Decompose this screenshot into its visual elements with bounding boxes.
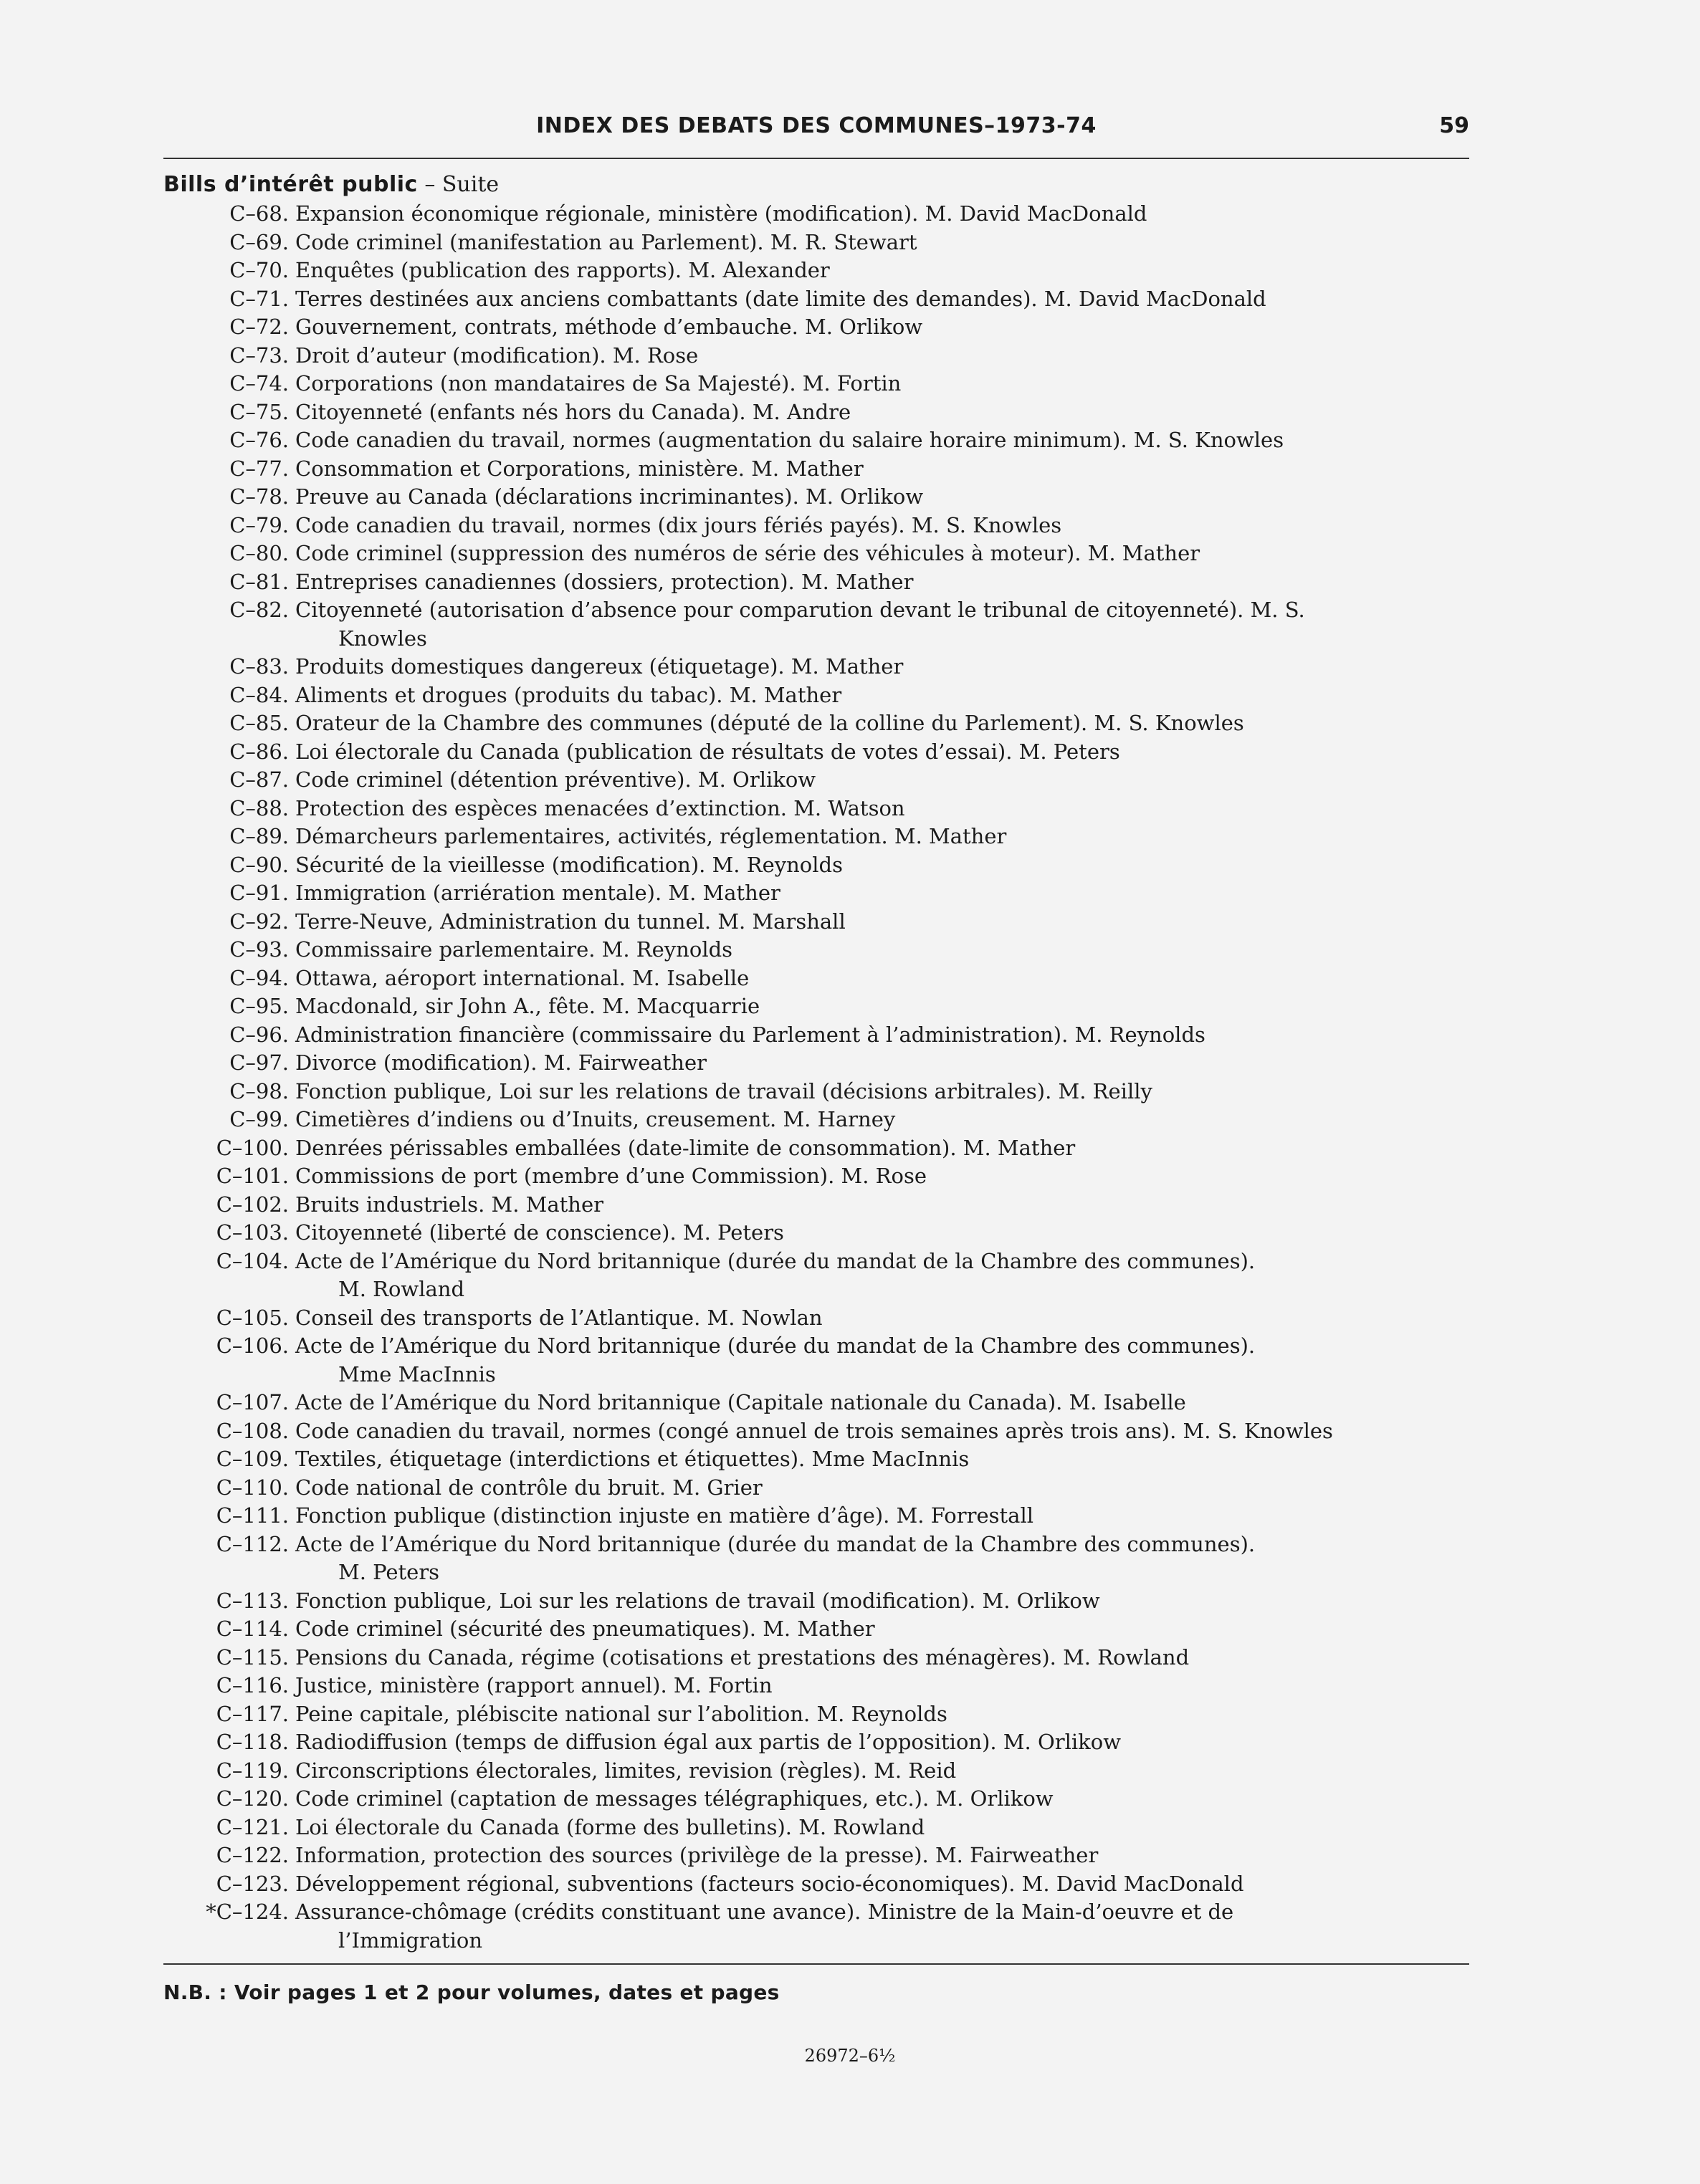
bill-entry xyxy=(163,1615,1475,1644)
bill-title: Denrées périssables emballées (date-limite de consommation). M. Mather xyxy=(295,1135,1076,1160)
bill-title: Commissaire parlementaire. M. Reynolds xyxy=(295,937,733,962)
bill-title: Protection des espèces menacées d’extinction. M. Watson xyxy=(295,795,905,820)
bill-number: C–77. xyxy=(229,456,289,481)
bill-entry xyxy=(163,342,1475,370)
bill-list xyxy=(163,200,1475,1955)
bill-number: *C–124. xyxy=(206,1900,289,1924)
bill-title: Bruits industriels. M. Mather xyxy=(295,1192,603,1217)
bill-title: Ottawa, aéroport international. M. Isabelle xyxy=(295,965,750,990)
bill-title: Preuve au Canada (déclarations incriminantes). M. Orlikow xyxy=(295,484,924,509)
bill-entry xyxy=(163,1644,1475,1672)
bill-entry xyxy=(163,1445,1475,1474)
bill-number: C–82. xyxy=(229,598,289,622)
bill-entry xyxy=(163,1219,1475,1247)
bill-number: C–107. xyxy=(216,1390,289,1414)
bill-title: Code criminel (détention préventive). M. Orlikow xyxy=(295,767,816,792)
bill-entry xyxy=(163,681,1475,710)
bill-number: C–122. xyxy=(216,1843,289,1867)
bill-title: Démarcheurs parlementaires, activités, réglementation. M. Mather xyxy=(295,824,1007,848)
bill-entry xyxy=(163,1247,1475,1304)
bill-title: Développement régional, subventions (facteurs socio-économiques). M. David MacDonald xyxy=(295,1871,1244,1896)
section-heading-title: Bills d’intérêt public xyxy=(163,172,418,197)
bill-title: Acte de l’Amérique du Nord britannique (durée du mandat de la Chambre des communes). xyxy=(295,1333,1256,1358)
bill-entry xyxy=(163,1474,1475,1503)
bill-number: C–74. xyxy=(229,371,289,396)
bill-entry xyxy=(163,1757,1475,1786)
bill-title: Code criminel (manifestation au Parlement). M. R. Stewart xyxy=(295,229,917,254)
bill-entry xyxy=(163,1304,1475,1333)
bill-title: Citoyenneté (liberté de conscience). M. Peters xyxy=(295,1220,784,1245)
bill-entry xyxy=(163,1417,1475,1446)
bill-number: C–102. xyxy=(216,1192,289,1217)
bill-entry xyxy=(163,992,1475,1021)
bill-title: Code criminel (sécurité des pneumatiques). M. Mather xyxy=(295,1617,875,1641)
bill-number: C–93. xyxy=(229,937,289,962)
bill-number: C–96. xyxy=(229,1022,289,1047)
bill-number: C–81. xyxy=(229,569,289,594)
bill-number: C–100. xyxy=(216,1135,289,1160)
bill-title: Citoyenneté (autorisation d’absence pour comparution devant le tribunal de citoyenneté). M. S. xyxy=(295,598,1305,622)
bill-title: Immigration (arriération mentale). M. Mather xyxy=(295,881,780,905)
bill-title: Information, protection des sources (privilège de la presse). M. Fairweather xyxy=(295,1843,1099,1867)
bill-number: C–75. xyxy=(229,399,289,424)
bill-entry xyxy=(163,370,1475,398)
bill-number: C–71. xyxy=(229,286,289,311)
bill-entry xyxy=(163,1078,1475,1106)
bill-number: C–99. xyxy=(229,1107,289,1131)
bill-number: C–87. xyxy=(229,767,289,792)
bill-number: C–95. xyxy=(229,994,289,1018)
bill-number: C–83. xyxy=(229,654,289,679)
bill-number: C–80. xyxy=(229,541,289,565)
bill-number: C–113. xyxy=(216,1588,289,1613)
bill-entry xyxy=(163,964,1475,993)
bill-title: Acte de l’Amérique du Nord britannique (durée du mandat de la Chambre des communes). xyxy=(295,1531,1256,1556)
bill-number: C–90. xyxy=(229,852,289,877)
bill-title: Code canadien du travail, normes (dix jours fériés payés). M. S. Knowles xyxy=(295,512,1062,537)
bill-title: Assurance-chômage (crédits constituant une avance). Ministre de la Main-d’oeuvre et de xyxy=(295,1900,1234,1924)
bill-title: Justice, ministère (rapport annuel). M. Fortin xyxy=(295,1673,773,1697)
bill-title: Macdonald, sir John A., fête. M. Macquarrie xyxy=(295,994,760,1018)
bill-entry xyxy=(163,1162,1475,1191)
section-heading xyxy=(163,171,499,199)
bill-entry xyxy=(163,1841,1475,1870)
bill-number: C–76. xyxy=(229,428,289,452)
bill-entry xyxy=(163,483,1475,512)
bill-title: Code criminel (suppression des numéros de série des véhicules à moteur). M. Mather xyxy=(295,541,1200,565)
bill-entry xyxy=(163,653,1475,681)
bill-entry xyxy=(163,709,1475,738)
print-code: 26972–6½ xyxy=(804,2046,896,2066)
bill-title: Aliments et drogues (produits du tabac). M. Mather xyxy=(295,682,842,707)
bill-title: Gouvernement, contrats, méthode d’embauche. M. Orlikow xyxy=(295,315,923,339)
bill-entry xyxy=(163,936,1475,964)
bill-entry xyxy=(163,908,1475,937)
bill-number: C–85. xyxy=(229,711,289,735)
page-title: INDEX DES DEBATS DES COMMUNES–1973-74 xyxy=(536,113,1097,138)
bill-entry xyxy=(163,1389,1475,1417)
bill-entry xyxy=(163,851,1475,880)
bill-title: Pensions du Canada, régime (cotisations et prestations des ménagères). M. Rowland xyxy=(295,1644,1190,1670)
bill-title: Corporations (non mandataires de Sa Majesté). M. Fortin xyxy=(295,371,902,396)
page-header xyxy=(163,113,1469,156)
bill-number: C–111. xyxy=(216,1503,289,1528)
bill-number: C–115. xyxy=(216,1644,289,1670)
bill-title: Code canadien du travail, normes (augmentation du salaire horaire minimum). M. S. Knowles xyxy=(295,428,1284,452)
bill-entry xyxy=(163,512,1475,540)
bill-number: C–112. xyxy=(216,1531,289,1556)
bill-entry xyxy=(163,426,1475,455)
bill-entry xyxy=(163,1898,1475,1955)
bill-number: C–117. xyxy=(216,1701,289,1726)
bill-title: Sécurité de la vieillesse (modification). M. Reynolds xyxy=(295,852,843,877)
bill-title-continuation: M. Peters xyxy=(338,1560,440,1584)
bill-title: Administration financière (commissaire du Parlement à l’administration). M. Reynolds xyxy=(295,1022,1205,1047)
bill-number: C–109. xyxy=(216,1447,289,1471)
bill-title: Expansion économique régionale, ministère (modification). M. David MacDonald xyxy=(295,201,1147,226)
bill-entry xyxy=(163,766,1475,795)
bill-title: Terres destinées aux anciens combattants (date limite des demandes). M. David MacDonald xyxy=(295,286,1266,311)
header-rule xyxy=(163,158,1469,159)
bill-number: C–101. xyxy=(216,1164,289,1188)
bill-number: C–103. xyxy=(216,1220,289,1245)
bill-title: Code national de contrôle du bruit. M. Grier xyxy=(295,1475,763,1500)
bill-title: Produits domestiques dangereux (étiquetage). M. Mather xyxy=(295,654,904,679)
bill-entry xyxy=(163,1587,1475,1616)
bill-title: Terre-Neuve, Administration du tunnel. M. Marshall xyxy=(295,909,846,934)
bill-entry xyxy=(163,257,1475,285)
bill-title: Code criminel (captation de messages télégraphiques, etc.). M. Orlikow xyxy=(295,1786,1054,1811)
footer-rule xyxy=(163,1963,1469,1965)
bill-title-continuation: Knowles xyxy=(338,626,427,651)
bill-number: C–84. xyxy=(229,682,289,707)
bill-number: C–120. xyxy=(216,1786,289,1811)
bill-number: C–89. xyxy=(229,824,289,848)
bill-number: C–106. xyxy=(216,1333,289,1358)
bill-entry xyxy=(163,540,1475,568)
bill-number: C–70. xyxy=(229,258,289,282)
bill-title: Consommation et Corporations, ministère. M. Mather xyxy=(295,456,864,481)
bill-number: C–110. xyxy=(216,1475,289,1500)
bill-entry xyxy=(163,200,1475,229)
bill-entry xyxy=(163,1870,1475,1899)
bill-number: C–94. xyxy=(229,965,289,990)
bill-title: Loi électorale du Canada (publication de résultats de votes d’essai). M. Peters xyxy=(295,739,1120,764)
bill-entry xyxy=(163,1332,1475,1389)
bill-title-continuation: M. Rowland xyxy=(338,1277,465,1301)
bill-entry xyxy=(163,1728,1475,1757)
bill-entry xyxy=(163,568,1475,597)
bill-number: C–92. xyxy=(229,909,289,934)
bill-number: C–104. xyxy=(216,1248,289,1273)
bill-entry xyxy=(163,1106,1475,1134)
bill-number: C–88. xyxy=(229,795,289,820)
bill-title: Droit d’auteur (modification). M. Rose xyxy=(295,343,699,368)
bill-title: Acte de l’Amérique du Nord britannique (durée du mandat de la Chambre des communes). xyxy=(295,1248,1256,1273)
bill-entry xyxy=(163,596,1475,653)
bill-number: C–98. xyxy=(229,1078,289,1103)
bill-title: Fonction publique (distinction injuste en matière d’âge). M. Forrestall xyxy=(295,1503,1033,1528)
bill-title: Peine capitale, plébiscite national sur l’abolition. M. Reynolds xyxy=(295,1701,947,1726)
bill-entry xyxy=(163,1021,1475,1050)
bill-number: C–108. xyxy=(216,1418,289,1443)
bill-entry xyxy=(163,738,1475,767)
section-heading-suffix: – Suite xyxy=(417,172,500,197)
page-number: 59 xyxy=(1439,113,1469,138)
bill-number: C–116. xyxy=(216,1673,289,1697)
bill-entry xyxy=(163,229,1475,257)
bill-entry xyxy=(163,1814,1475,1842)
bill-title: Orateur de la Chambre des communes (député de la colline du Parlement). M. S. Knowles xyxy=(295,711,1244,735)
bill-entry xyxy=(163,795,1475,823)
bill-number: C–114. xyxy=(216,1617,289,1641)
bill-title: Enquêtes (publication des rapports). M. Alexander xyxy=(295,258,830,282)
bill-title: Circonscriptions électorales, limites, revision (règles). M. Reid xyxy=(295,1758,957,1783)
bill-entry xyxy=(163,1672,1475,1700)
bill-entry xyxy=(163,1531,1475,1587)
bill-title: Fonction publique, Loi sur les relations de travail (modification). M. Orlikow xyxy=(295,1588,1100,1613)
bill-entry xyxy=(163,879,1475,908)
bill-entry xyxy=(163,398,1475,427)
bill-entry xyxy=(163,1134,1475,1163)
bill-number: C–68. xyxy=(229,201,289,226)
bill-entry xyxy=(163,1700,1475,1729)
bill-entry xyxy=(163,313,1475,342)
bill-title: Conseil des transports de l’Atlantique. M. Nowlan xyxy=(295,1305,823,1330)
bill-number: C–78. xyxy=(229,484,289,509)
bill-title: Textiles, étiquetage (interdictions et étiquettes). Mme MacInnis xyxy=(295,1447,970,1471)
bill-entry xyxy=(163,1191,1475,1220)
bill-number: C–121. xyxy=(216,1814,289,1839)
bill-title-continuation: Mme MacInnis xyxy=(338,1361,496,1386)
bill-title: Fonction publique, Loi sur les relations de travail (décisions arbitrales). M. Reilly xyxy=(295,1078,1152,1103)
bill-title: Loi électorale du Canada (forme des bulletins). M. Rowland xyxy=(295,1814,925,1839)
bill-number: C–123. xyxy=(216,1871,289,1896)
bill-entry xyxy=(163,823,1475,851)
bill-entry xyxy=(163,1785,1475,1814)
bill-title: Entreprises canadiennes (dossiers, protection). M. Mather xyxy=(295,569,914,594)
footnote: N.B. : Voir pages 1 et 2 pour volumes, dates et pages xyxy=(163,1981,780,2004)
bill-entry xyxy=(163,1049,1475,1078)
bill-title: Citoyenneté (enfants nés hors du Canada). M. Andre xyxy=(295,399,851,424)
bill-number: C–73. xyxy=(229,343,289,368)
bill-title: Divorce (modification). M. Fairweather xyxy=(295,1050,707,1075)
bill-number: C–118. xyxy=(216,1730,289,1754)
bill-title-continuation: l’Immigration xyxy=(338,1927,483,1953)
bill-number: C–97. xyxy=(229,1050,289,1075)
bill-title: Radiodiffusion (temps de diffusion égal aux partis de l’opposition). M. Orlikow xyxy=(295,1730,1122,1754)
bill-title: Commissions de port (membre d’une Commission). M. Rose xyxy=(295,1164,927,1188)
bill-entry xyxy=(163,455,1475,484)
bill-number: C–72. xyxy=(229,315,289,339)
bill-entry xyxy=(163,1502,1475,1531)
bill-number: C–91. xyxy=(229,881,289,905)
bill-title: Acte de l’Amérique du Nord britannique (Capitale nationale du Canada). M. Isabelle xyxy=(295,1390,1186,1414)
bill-number: C–69. xyxy=(229,229,289,254)
bill-entry xyxy=(163,285,1475,314)
bill-title: Code canadien du travail, normes (congé annuel de trois semaines après trois ans). M. S. Knowles xyxy=(295,1418,1333,1443)
bill-number: C–86. xyxy=(229,739,289,764)
bill-number: C–79. xyxy=(229,512,289,537)
bill-number: C–119. xyxy=(216,1758,289,1783)
bill-title: Cimetières d’indiens ou d’Inuits, creusement. M. Harney xyxy=(295,1107,896,1131)
bill-number: C–105. xyxy=(216,1305,289,1330)
